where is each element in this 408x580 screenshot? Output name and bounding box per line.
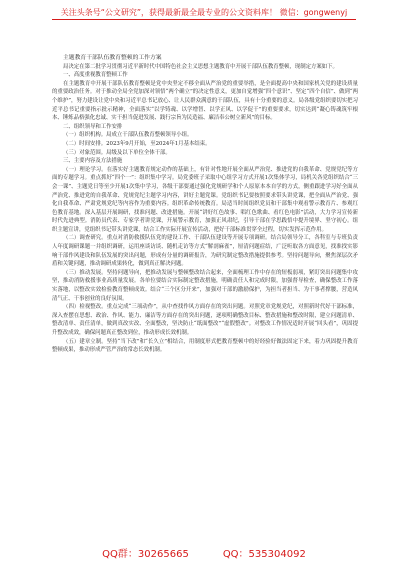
list-item-scope: （三）对象范围。局级及以下单位全体干部。 (63, 149, 171, 156)
qq-group-label: QQ群：30265665 (102, 549, 189, 560)
section-heading-3: 三、主要内容及方法措施 (63, 158, 123, 165)
paragraph-development: （三）推动发展。坚持问题导向，把推动发展与整顿整改结合起来，全面梳理工作中存在的短板弱项，紧盯突出问题集中攻坚，推动消防救援事业高质量发展。各单位要结合实际制定整改措施，明确责任人和完成时限，加强督导检查，确保整改工作落实落地，以整改实效检验教育整顿成效。结合“三个区分开来”，加强对干部的激励保护，为担当者担当、为干事者撑腰，营造风清气正、干事创业的良好氛围。 (52, 269, 358, 302)
promo-banner-header: 关注头条号“公文研究”，获得最新最全最专业的公文资料库！ 微信：gongwenyj (60, 8, 348, 17)
qq-label: QQ：535304092 (222, 549, 306, 560)
paragraph-institutions: （五）建章立制。坚持“当下改”和“长久立”相结合，用制度形式把教育整顿中的好经验好做法固定下来，着力巩固提升教育整顿成果，推动形成严管严治的常态长效机制。 (52, 338, 358, 354)
section-heading-2: 二、组织领导和工作安排 (63, 123, 123, 130)
paragraph-rectification: （四）检视整改。重点完成“三项动作”，从中查找作风方面存在的突出问题。对照党章党规党纪，对照新时代好干部标准，深入查摆在思想、政治、作风、能力、廉洁等方面存在的突出问题，逐项明确整改目标、整改措施和整改时限，建立问题清单、整改清单、责任清单，做到真改实改、全面整改，坚决防止“纸面整改”“虚假整改”。对整改工作情况适时开展“回头看”，巩固提升整改成效，确保问题真正整改到位，推动形成长效机制。 (52, 304, 358, 336)
paragraph-theory-study: （一）理论学习。在落实好主题教育规定动作的基础上，有针对性地开展全面从严治党、推进党的自我革命、党规党纪等方面的专题学习。重点抓好“四个一”：组织集中学习。局党委班子采取中心组学习方式开展1次集体学习，局机关各党组织结合“三会一课”、主题党日等至少开展1次集中学习，各级干部要通过强化党规研学和个人原原本本自学的方式，侧重跟进学习好全面从严治党、推进党的自我革命、党规党纪主题学习内容，讲好主题党课。党组织书记要按照要求带头讲党课，把全面从严治党、强化自我革命、严肃党规党纪等内容作为重要内容。组织革命传统教育。局适当时间组织党员和干部集中观看警示教育片、参观红色教育基地。深入基层开展调研，找准问题、改进措施。开展“讲好红色故事、唱红色歌曲、看红色电影”活动，大力学习宣传新时代先进典型。消防员代表、专家学者讲党课，开展警示教育，加强正风肃纪，引导干部在学思践悟中提升境界、坚守初心。组织主题宣讲，党组织书记带头讲党课，结合工作实际开展宣传活动，把好干部标准贯穿全过程，切实发挥示范作用。 (52, 166, 358, 233)
header-divider (52, 19, 356, 20)
section-1-paragraph: 在主题教育中开展干部队伍教育整顿是党中央坚定不移全面从严治党的重要举措，是全面提高中央和国家机关党的建设质量的重要政治任务。对于推动全局全党加深对领悟“两个确立”的决定性意义，更加自觉增强“四个意识”、坚定“四个自信”、做到“两个维护”，努力建设让党中央和习近平总书记放心、让人民群众满意的干部队伍，具有十分重要的意义。局各级党组织要切实把习近平总书记重要指示批示精神，全面落实“以学铸魂、以学增智、以学正风、以学促干”的重要要求，切实达到“凝心铸魂筑牢根本、锤炼品格强化忠诚、实干担当促进发展、践行宗旨为民造福、廉洁奉公树立新风”的目标。 (52, 80, 358, 122)
document-body (52, 54, 358, 522)
paragraph-investigation: （二）调查研究。重点对消防救援队伍党的建设工作、干部队伍建设等开展专项调研。结合局领导分工，各科室与专班负责人年度调研课题一并组织调研，运用座谈访谈、随机走访等方式“解剖麻雀”，厘清问题症结，广泛听取各方面意见，找准找实影响干部作风建设和队伍发展的突出问题，形成有分量的调研报告，为研究制定整改措施提供参考。坚持问题导向，聚焦深层次矛盾和关键问题，推动调研成果转化，做到真正解决问题。 (52, 235, 358, 268)
contact-footer (0, 549, 408, 561)
section-heading-1: 一、高度重视教育整顿工作 (63, 72, 128, 79)
list-item-organization: （一）组织机构。局成立干部队伍教育整顿领导小组。 (63, 132, 193, 139)
document-title: 主题教育干部队伍教育整顿的工作方案 (63, 55, 162, 61)
list-item-schedule: （二）时间安排。2023年9月开始，至2024年1月基本结束。 (63, 140, 211, 147)
intro-paragraph: 局决定在第二批学习贯彻习近平新时代中国特色社会主义思想主题教育中开展干部队伍教育整顿，现制定方案如下。 (63, 63, 338, 70)
